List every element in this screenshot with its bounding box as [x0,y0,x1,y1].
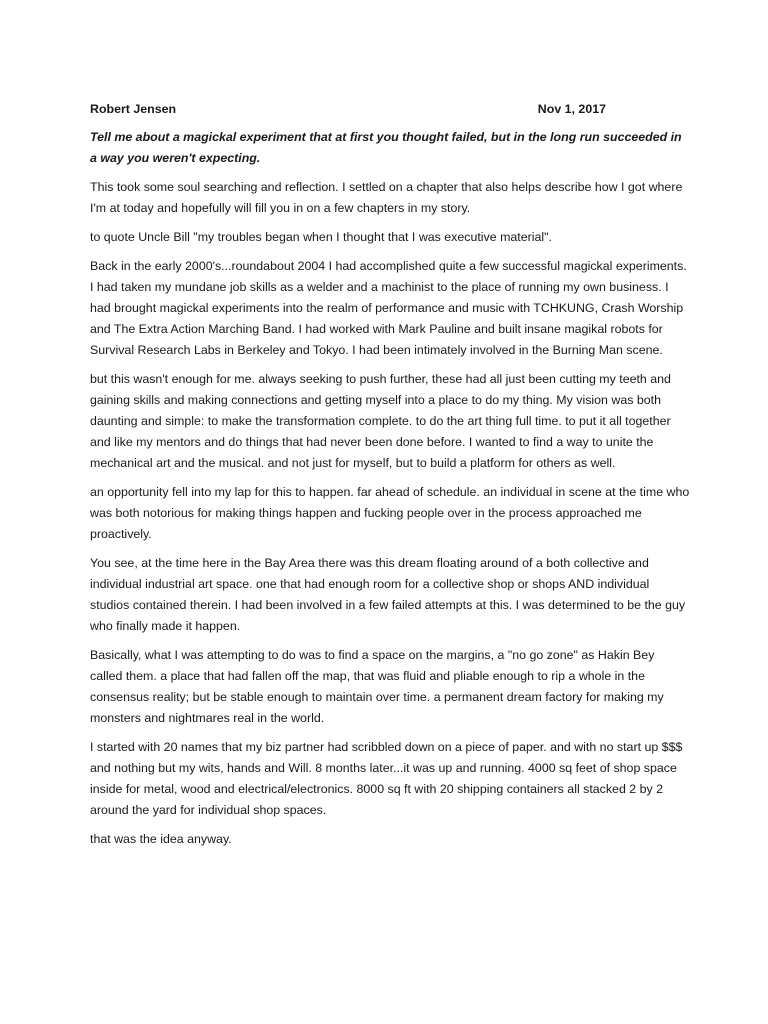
paragraph: that was the idea anyway. [90,832,232,846]
author-name: Robert Jensen [90,102,177,116]
paragraph: Back in the early 2000's...roundabout 2004 I had accomplished quite a few successful magickal experiments. I had taken my mundane job skills as a welder and a machinist to the place of running my own business. I had brought magickal experiments into the realm of performance and music with TCHKUNG, Crash Worship and The Extra Action Marching Band. I had worked with Mark Pauline and built insane magikal robots for Survival Research Labs in Berkeley and Tokyo. I had been intimately involved in the Burning Man scene. [90,259,687,357]
paragraph: to quote Uncle Bill "my troubles began when I thought that I was executive material". [90,230,552,244]
document-date: Nov 1, 2017 [537,102,606,116]
paragraph: an opportunity fell into my lap for this to happen. far ahead of schedule. an individual in scene at the time who was both notorious for making things happen and fucking people over in the process approached me proactively. [90,485,690,541]
document-header [90,99,690,120]
document-page [90,99,690,858]
paragraph: I started with 20 names that my biz partner had scribbled down on a piece of paper. and with no start up $$$ and nothing but my wits, hands and Will. 8 months later...it was up and running. 4000 sq feet of shop space inside for metal, wood and electrical/electronics. 8000 sq ft with 20 shipping containers all stacked 2 by 2 around the yard for individual shop spaces. [90,740,683,817]
paragraph: You see, at the time here in the Bay Area there was this dream floating around of a both collective and individual industrial art space. one that had enough room for a collective shop or shops AND individual studios contained therein. I had been involved in a few failed attempts at this. I was determined to be the guy who finally made it happen. [90,556,686,633]
paragraph: This took some soul searching and reflection. I settled on a chapter that also helps describe how I got where I'm at today and hopefully will fill you in on a few chapters in my story. [90,180,683,215]
paragraph: but this wasn't enough for me. always seeking to push further, these had all just been cutting my teeth and gaining skills and making connections and getting myself into a place to do my thing. My vision was both daunting and simple: to make the transformation complete. to do the art thing full time. to put it all together and like my mentors and do things that had never been done before. I wanted to find a way to unite the mechanical art and the musical. and not just for myself, but to build a platform for others as well. [90,372,671,470]
prompt-question: Tell me about a magickal experiment that at first you thought failed, but in the long run succeeded in a way you weren't expecting. [90,130,682,165]
paragraph: Basically, what I was attempting to do was to find a space on the margins, a "no go zone" as Hakin Bey called them. a place that had fallen off the map, that was fluid and pliable enough to rip a whole in the consensus reality; but be stable enough to maintain over time. a permanent dream factory for making my monsters and nightmares real in the world. [90,648,664,725]
